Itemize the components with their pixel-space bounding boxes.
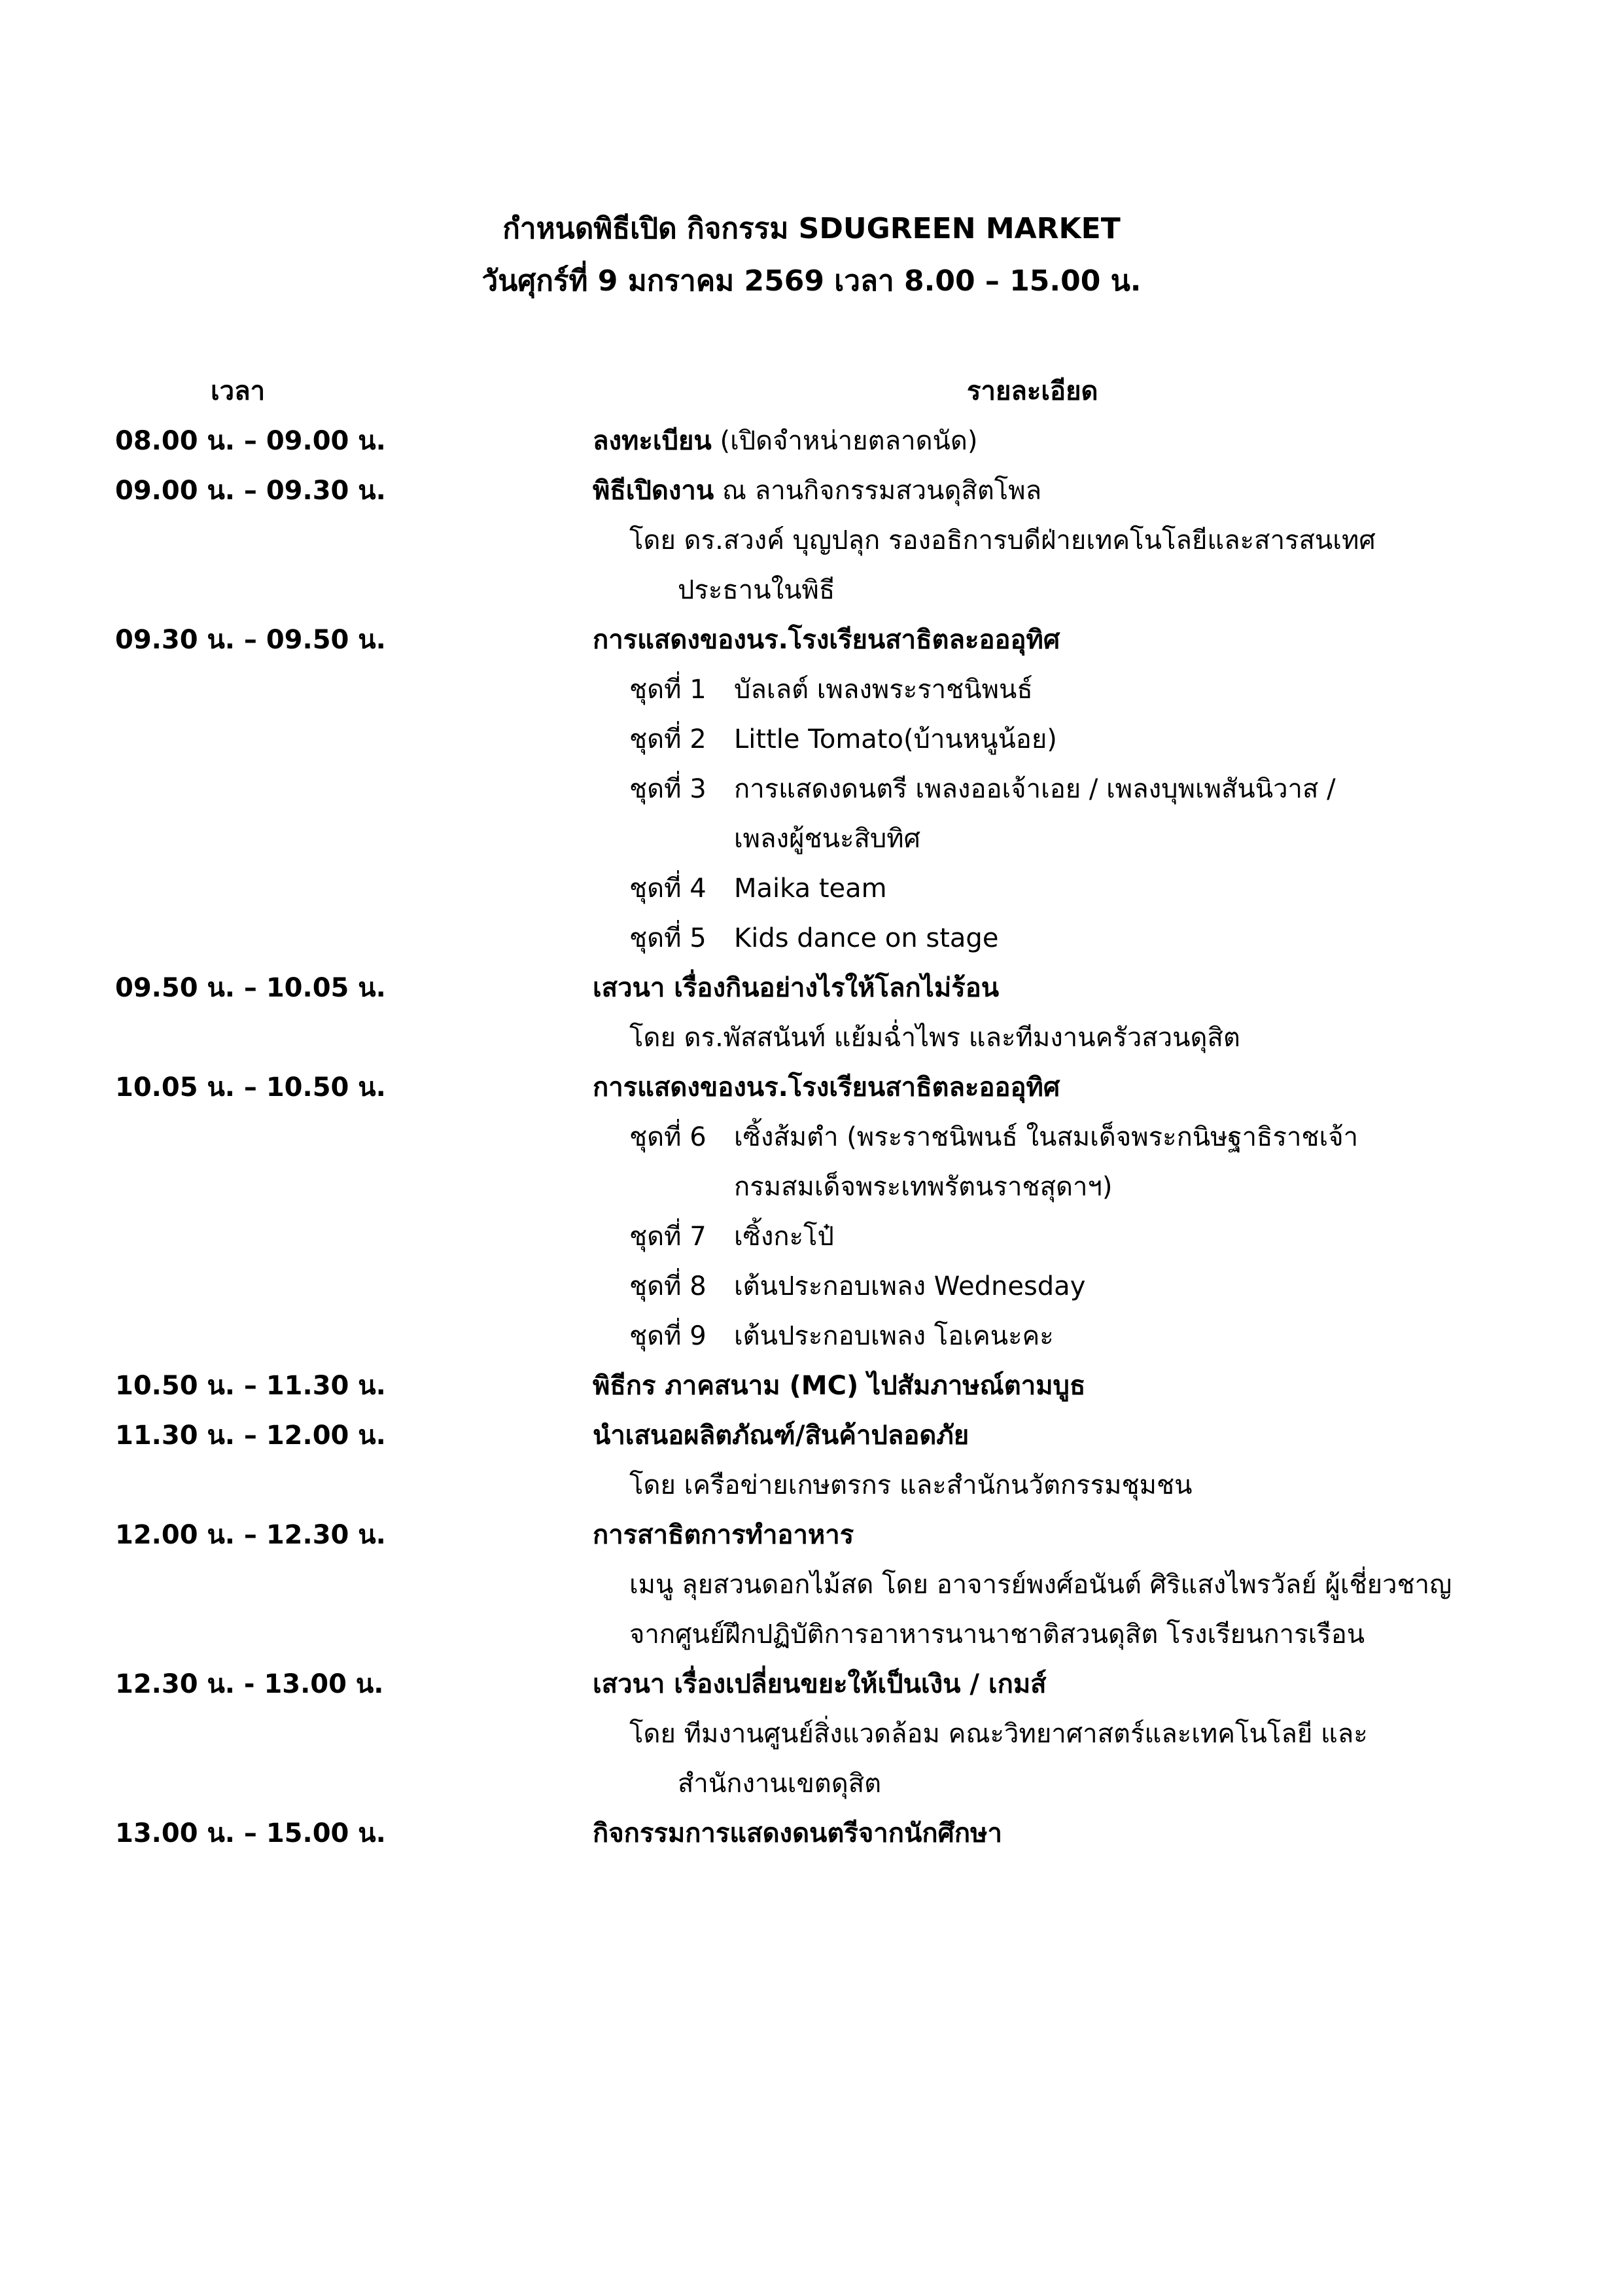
performance-set: [593, 913, 1509, 963]
schedule-entry: [0, 615, 1623, 963]
performance-set: [593, 715, 1509, 764]
performance-set: [593, 1212, 1509, 1262]
entry-time: 11.30 น. – 12.00 น.: [115, 1421, 386, 1451]
set-number: ชุดที่ 9: [629, 1321, 707, 1351]
entry-time: 13.00 น. – 15.00 น.: [115, 1818, 386, 1848]
set-number: ชุดที่ 3: [629, 774, 707, 804]
schedule-list: [0, 416, 1623, 1858]
entry-sub-line: โดย ทีมงานศูนย์สิ่งแวดล้อม คณะวิทยาศาสตร์และเทคโนโลยี และ: [629, 1719, 1368, 1749]
entry-detail: [593, 416, 1509, 466]
entry-sub-continuation: ประธานในพิธี: [678, 575, 835, 605]
set-number: ชุดที่ 2: [629, 724, 707, 754]
schedule-entry: [0, 1809, 1623, 1858]
performance-set: [593, 1112, 1509, 1162]
schedule-entry: [0, 1361, 1623, 1411]
entry-sub-line: เมนู ลุยสวนดอกไม้สด โดย อาจารย์พงศ์อนันต์ ศิริแสงไพรวัลย์ ผู้เชี่ยวชาญ: [629, 1570, 1452, 1600]
entry-sub-line: โดย ดร.สวงค์ บุญปลุก รองอธิการบดีฝ่ายเทคโนโลยีและสารสนเทศ: [629, 525, 1376, 556]
entry-time: 09.50 น. – 10.05 น.: [115, 973, 386, 1003]
set-description: เต้นประกอบเพลง โอเคนะคะ: [734, 1321, 1054, 1351]
entry-sub-line: โดย ดร.พัสสนันท์ แย้มฉ่ำไพร และทีมงานครัวสวนดุสิต: [629, 1023, 1240, 1053]
set-number: ชุดที่ 7: [629, 1222, 707, 1252]
column-header-time: เวลา: [211, 376, 266, 406]
schedule-entry: [0, 1411, 1623, 1510]
entry-detail: [593, 1411, 1509, 1510]
schedule-entry: [0, 1659, 1623, 1809]
entry-title: ลงทะเบียน: [593, 426, 712, 456]
entry-detail: [593, 1510, 1509, 1659]
column-headers: [0, 366, 1623, 416]
schedule-entry: [0, 1063, 1623, 1361]
entry-sub-line: โดย เครือข่ายเกษตรกร และสำนักนวัตกรรมชุมชน: [629, 1470, 1193, 1500]
set-description: บัลเลต์ เพลงพระราชนิพนธ์: [734, 675, 1033, 705]
set-description: เซิ้งกะโป๋: [734, 1222, 834, 1252]
entry-title: การแสดงของนร.โรงเรียนสาธิตละอออุทิศ: [593, 1072, 1060, 1103]
entry-title: เสวนา เรื่องเปลี่ยนขยะให้เป็นเงิน / เกมส์: [593, 1669, 1047, 1699]
set-description: Little Tomato(บ้านหนูน้อย): [734, 724, 1057, 754]
entry-detail: [593, 466, 1509, 615]
entry-title: นำเสนอผลิตภัณฑ์/สินค้าปลอดภัย: [593, 1421, 969, 1451]
set-description: Kids dance on stage: [734, 923, 999, 953]
entry-time: 08.00 น. – 09.00 น.: [115, 426, 386, 456]
entry-title-line: [593, 416, 1509, 466]
entry-time: 09.30 น. – 09.50 น.: [115, 625, 386, 655]
entry-title: พิธีเปิดงาน: [593, 476, 714, 506]
title-line-1: กำหนดพิธีเปิด กิจกรรม SDUGREEN MARKET: [502, 212, 1121, 245]
set-number: ชุดที่ 6: [629, 1122, 707, 1152]
performance-set: [593, 764, 1509, 814]
performance-set: [593, 665, 1509, 715]
set-description: การแสดงดนตรี เพลงออเจ้าเอย / เพลงบุพเพสันนิวาส /: [734, 774, 1336, 804]
entry-title-line: [593, 466, 1509, 516]
entry-time: 10.05 น. – 10.50 น.: [115, 1072, 386, 1103]
entry-title: เสวนา เรื่องกินอย่างไรให้โลกไม่ร้อน: [593, 973, 1000, 1003]
entry-title: กิจกรรมการแสดงดนตรีจากนักศึกษา: [593, 1818, 1002, 1848]
schedule-entry: [0, 416, 1623, 466]
schedule-entry: [0, 1510, 1623, 1659]
entry-title: การสาธิตการทำอาหาร: [593, 1520, 854, 1550]
entry-title: พิธีกร ภาคสนาม (MC) ไปสัมภาษณ์ตามบูธ: [593, 1371, 1086, 1401]
entry-detail: [593, 1361, 1509, 1411]
performance-set: [593, 864, 1509, 913]
set-description-continuation: กรมสมเด็จพระเทพรัตนราชสุดาฯ): [734, 1172, 1113, 1202]
schedule-entry: [0, 466, 1623, 615]
set-description-continuation: เพลงผู้ชนะสิบทิศ: [734, 824, 921, 854]
performance-set: [593, 1311, 1509, 1361]
entry-title: การแสดงของนร.โรงเรียนสาธิตละอออุทิศ: [593, 625, 1060, 655]
entry-title-suffix: (เปิดจำหน่ายตลาดนัด): [711, 426, 978, 456]
set-number: ชุดที่ 8: [629, 1271, 707, 1301]
set-description: เซิ้งส้มตำ (พระราชนิพนธ์ ในสมเด็จพระกนิษฐาธิราชเจ้า: [734, 1122, 1359, 1152]
entry-sub-continuation: สำนักงานเขตดุสิต: [678, 1769, 882, 1799]
schedule-entry: [0, 963, 1623, 1063]
set-description: Maika team: [734, 874, 887, 904]
entry-detail: [593, 963, 1509, 1063]
column-header-detail: รายละเอียด: [967, 376, 1098, 406]
entry-title-suffix: ณ ลานกิจกรรมสวนดุสิตโพล: [714, 476, 1042, 506]
entry-detail: [593, 1659, 1509, 1809]
entry-time: 12.00 น. – 12.30 น.: [115, 1520, 386, 1550]
entry-detail: [593, 615, 1509, 963]
entry-time: 09.00 น. – 09.30 น.: [115, 476, 386, 506]
set-number: ชุดที่ 5: [629, 923, 707, 953]
performance-set: [593, 1262, 1509, 1311]
entry-detail: [593, 1063, 1509, 1361]
set-number: ชุดที่ 1: [629, 675, 707, 705]
entry-time: 10.50 น. – 11.30 น.: [115, 1371, 386, 1401]
entry-time: 12.30 น. - 13.00 น.: [115, 1669, 384, 1699]
set-description: เต้นประกอบเพลง Wednesday: [734, 1271, 1086, 1301]
entry-detail: [593, 1809, 1509, 1858]
set-number: ชุดที่ 4: [629, 874, 707, 904]
entry-sub-line: จากศูนย์ฝึกปฏิบัติการอาหารนานาชาติสวนดุสิต โรงเรียนการเรือน: [629, 1619, 1365, 1650]
document-title: [0, 203, 1623, 308]
title-line-2: วันศุกร์ที่ 9 มกราคม 2569 เวลา 8.00 – 15.00 น.: [481, 264, 1142, 298]
